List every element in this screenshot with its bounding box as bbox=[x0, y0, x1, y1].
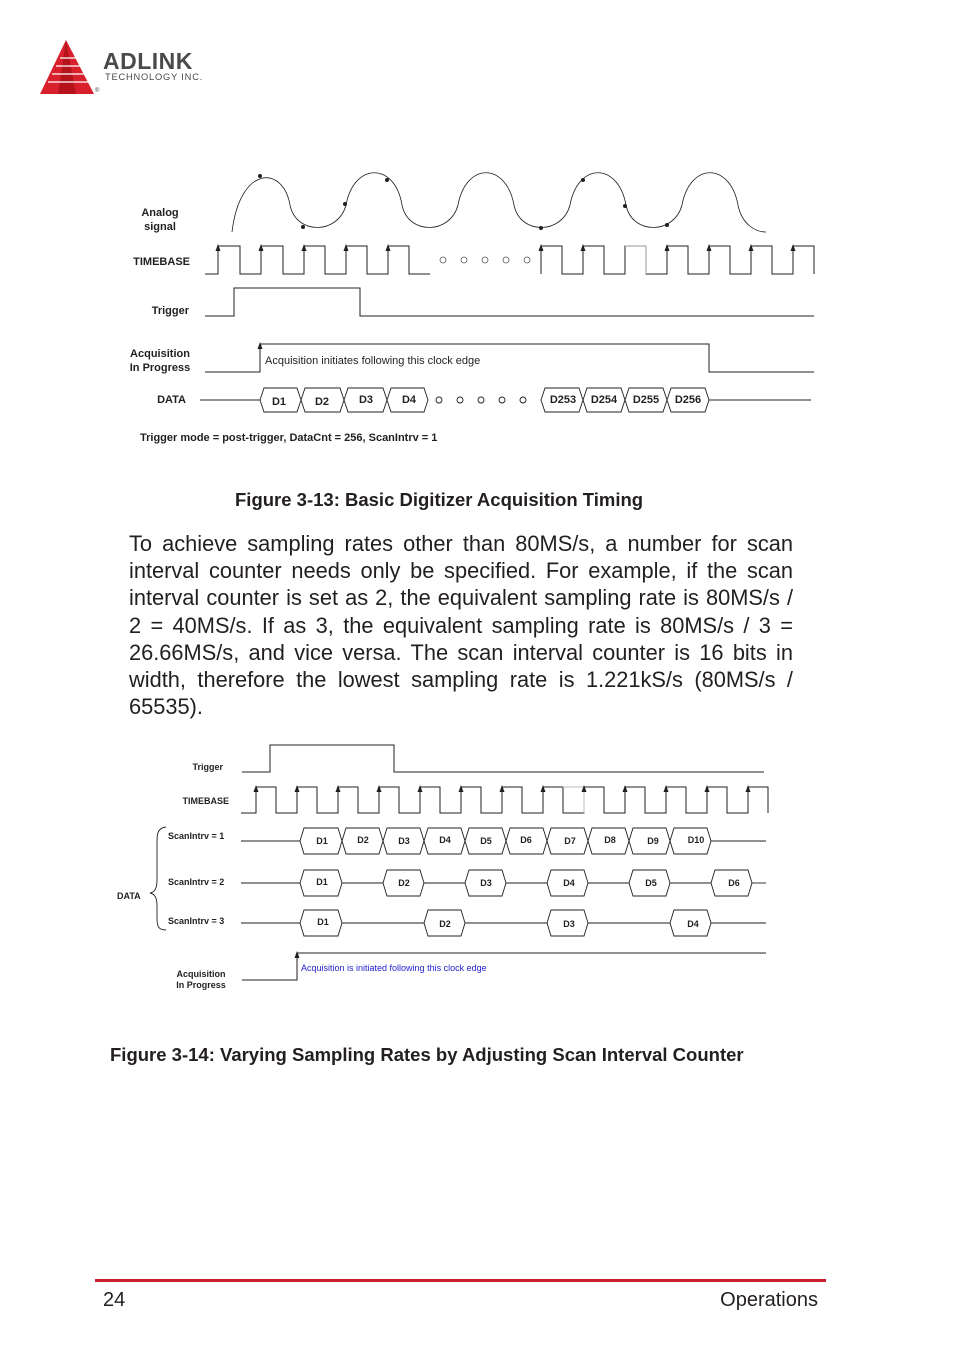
scan3-cell: D1 bbox=[317, 917, 329, 927]
figure-3-13-caption: Figure 3-13: Basic Digitizer Acquisition Timing bbox=[235, 489, 644, 510]
scan1-cell: D3 bbox=[398, 836, 410, 846]
timebase-rise-arrows-right bbox=[539, 244, 796, 251]
scan2-cell: D1 bbox=[316, 877, 328, 887]
scanintrv-1-label: ScanIntrv = 1 bbox=[168, 831, 225, 841]
scan1-cell: D10 bbox=[687, 835, 705, 845]
acquisition-arrow-icon bbox=[258, 342, 263, 349]
timebase-label: TIMEBASE bbox=[133, 256, 190, 268]
scan2-cell: D4 bbox=[563, 878, 575, 888]
acquisition-annotation: Acquisition initiates following this clock edge bbox=[265, 355, 481, 367]
analog-signal-label-1: Analog bbox=[141, 207, 179, 219]
scanintrv-3-label: ScanIntrv = 3 bbox=[168, 916, 225, 926]
footer-rule bbox=[95, 1279, 826, 1282]
scan1-cell: D7 bbox=[564, 836, 576, 846]
scan2-cell: D3 bbox=[480, 878, 492, 888]
data-cell: D254 bbox=[590, 394, 618, 406]
body-paragraph: To achieve sampling rates other than 80MS/s, a number for scan interval counter needs only be specified. For example, if the scan interval counter is set as 2, the equivalent sampling rate is 80MS/s / 2 = 40MS/s. If as 3, the equivalent sampling rate is 80MS/s / 3 = 26.66MS/s, and vice versa. The scan interval counter is 16 bits in width, therefore the lowest sampling rate is 1.221kS/s (80MS/s / 65535). bbox=[129, 531, 793, 720]
brand-registered-mark: ® bbox=[95, 88, 100, 94]
figure-3-13-timing-diagram bbox=[0, 0, 954, 470]
data-brace bbox=[150, 827, 166, 930]
scan1-cell: D8 bbox=[604, 835, 616, 845]
data-cell: D1 bbox=[271, 396, 287, 408]
scan2-cell: D6 bbox=[728, 878, 740, 888]
analog-sample-points bbox=[258, 174, 669, 230]
data-label: DATA bbox=[157, 394, 186, 406]
analog-signal-wave bbox=[232, 173, 766, 232]
trigger-waveform bbox=[242, 745, 764, 772]
scan1-cell: D6 bbox=[520, 835, 532, 845]
scan3-cell: D2 bbox=[439, 919, 451, 929]
timebase-clock-left bbox=[205, 246, 430, 274]
brand-subtitle: TECHNOLOGY INC. bbox=[105, 72, 204, 82]
data-cell: D256 bbox=[674, 394, 702, 406]
data-cell: D3 bbox=[358, 394, 374, 406]
acquisition-label-2: In Progress bbox=[176, 980, 226, 990]
scan1-cell: D2 bbox=[357, 835, 369, 845]
data-cell: D253 bbox=[549, 394, 577, 406]
timebase-gap-edge bbox=[625, 246, 646, 274]
data-cell: D4 bbox=[401, 394, 417, 406]
acquisition-label-1: Acquisition bbox=[176, 969, 226, 979]
scan1-cell: D1 bbox=[316, 836, 328, 846]
scanintrv-2-label: ScanIntrv = 2 bbox=[168, 877, 225, 887]
data-bus bbox=[200, 388, 811, 412]
timebase-rise-arrows bbox=[254, 785, 751, 792]
analog-signal-label-2: signal bbox=[144, 221, 176, 233]
data-cell: D2 bbox=[314, 396, 330, 408]
scan1-cell: D5 bbox=[480, 836, 492, 846]
page-number: 24 bbox=[103, 1289, 126, 1311]
timebase-clock bbox=[241, 787, 768, 813]
scan2-cell: D2 bbox=[398, 878, 410, 888]
data-cell: D255 bbox=[632, 394, 660, 406]
timebase-label: TIMEBASE bbox=[182, 796, 229, 806]
scan3-cell: D3 bbox=[563, 919, 575, 929]
timebase-ellipsis bbox=[440, 257, 530, 263]
trigger-label: Trigger bbox=[151, 305, 189, 317]
scan1-cell: D4 bbox=[439, 835, 451, 845]
scan2-cell: D5 bbox=[645, 878, 657, 888]
trigger-mode-note: Trigger mode = post-trigger, DataCnt = 256, ScanIntrv = 1 bbox=[140, 432, 438, 444]
data-label: DATA bbox=[117, 891, 141, 901]
timebase-gap-edge bbox=[563, 787, 584, 813]
timebase-rise-arrows-left bbox=[216, 244, 391, 251]
figure-3-14-caption: Figure 3-14: Varying Sampling Rates by Adjusting Scan Interval Counter bbox=[110, 1044, 744, 1065]
acquisition-annotation: Acquisition is initiated following this clock edge bbox=[301, 963, 487, 973]
scan3-cell: D4 bbox=[687, 919, 699, 929]
trigger-label: Trigger bbox=[192, 762, 223, 772]
brand-name: ADLINK bbox=[103, 48, 193, 74]
acquisition-label-1: Acquisition bbox=[130, 348, 190, 360]
scan1-cell: D9 bbox=[647, 836, 659, 846]
trigger-waveform bbox=[205, 288, 814, 316]
section-name: Operations bbox=[720, 1289, 818, 1311]
acquisition-label-2: In Progress bbox=[129, 362, 191, 374]
acquisition-arrow-icon bbox=[295, 951, 300, 958]
figure-3-14-timing-diagram bbox=[0, 730, 954, 1010]
